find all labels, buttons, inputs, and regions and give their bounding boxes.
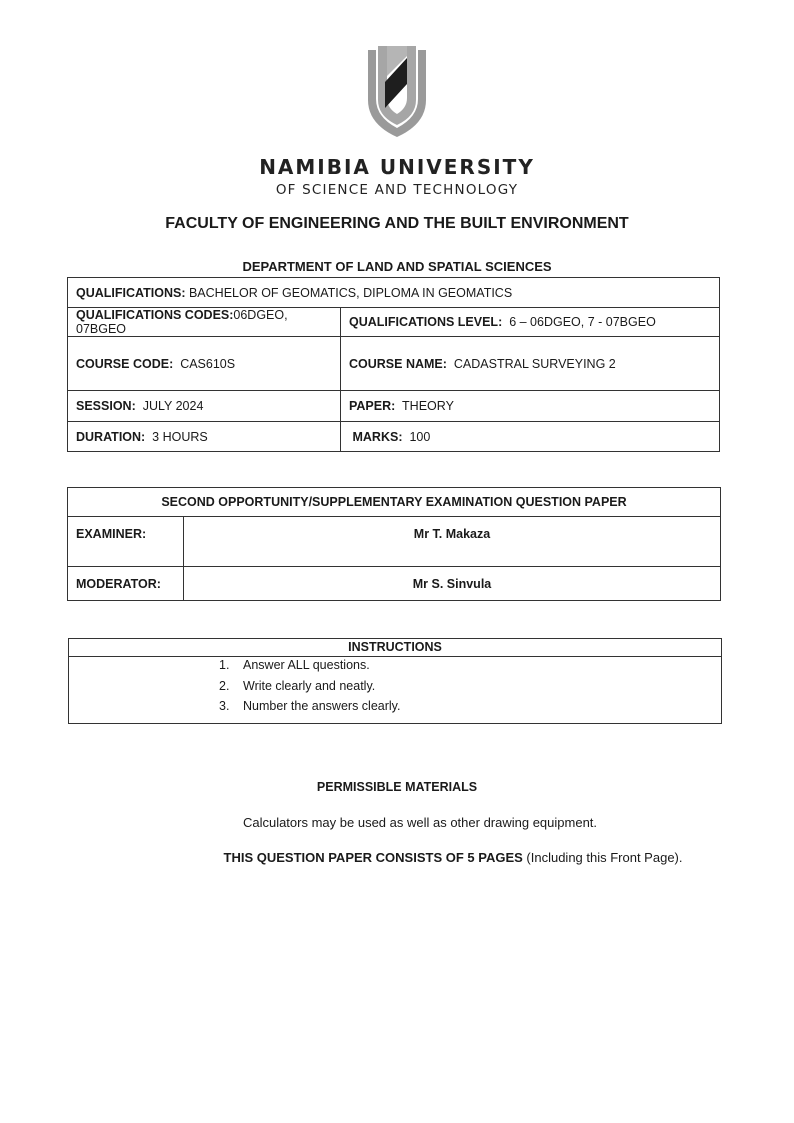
page-count-note [0, 850, 794, 865]
instruction-number: 3. [219, 699, 230, 713]
qualification-codes-cell [68, 308, 341, 337]
instruction-item [219, 679, 375, 693]
instruction-text: Number the answers clearly. [243, 699, 401, 713]
course-name-label: COURSE NAME: [349, 356, 447, 371]
course-name-value: CADASTRAL SURVEYING 2 [453, 356, 616, 371]
session-cell [68, 391, 341, 422]
page-count-bold: THIS QUESTION PAPER CONSISTS OF 5 PAGES [223, 850, 523, 865]
instruction-text: Answer ALL questions. [243, 658, 370, 672]
examiners-table [67, 487, 721, 601]
university-logo [362, 42, 432, 140]
course-name-cell [341, 337, 720, 391]
course-code-value: CAS610S [180, 356, 236, 371]
qualifications-value: BACHELOR OF GEOMATICS, DIPLOMA IN GEOMATICS [188, 285, 513, 300]
duration-value: 3 HOURS [152, 429, 208, 444]
moderator-label: MODERATOR: [68, 567, 184, 601]
moderator-value: Mr S. Sinvula [184, 567, 721, 601]
instructions-title: INSTRUCTIONS [69, 639, 721, 657]
marks-value: 100 [409, 429, 431, 444]
examiner-label: EXAMINER: [68, 517, 184, 567]
instruction-item [219, 658, 370, 672]
department-title: DEPARTMENT OF LAND AND SPATIAL SCIENCES [242, 259, 552, 274]
marks-cell [341, 422, 720, 452]
duration-cell [68, 422, 341, 452]
qualification-codes-value: 06DGEO, 07BGEO [76, 308, 288, 336]
paper-cell [341, 391, 720, 422]
qualification-level-value: 6 – 06DGEO, 7 - 07BGEO [509, 315, 656, 329]
course-code-label: COURSE CODE: [76, 356, 174, 371]
paper-value: THEORY [402, 399, 454, 413]
instruction-text: Write clearly and neatly. [243, 679, 376, 693]
course-code-cell [68, 337, 341, 391]
permissible-materials-text: Calculators may be used as well as other drawing equipment. [242, 815, 598, 830]
instruction-number: 2. [219, 679, 230, 693]
permissible-materials-title: PERMISSIBLE MATERIALS [316, 780, 478, 794]
university-subtitle: OF SCIENCE AND TECHNOLOGY [275, 182, 519, 198]
qualifications-cell [68, 278, 720, 308]
examiner-value: Mr T. Makaza [184, 517, 721, 567]
qualification-level-cell [341, 308, 720, 337]
instruction-number: 1. [219, 658, 230, 672]
qualification-level-label: QUALIFICATIONS LEVEL: [349, 315, 503, 329]
page-count-rest: (Including this Front Page). [522, 850, 683, 865]
session-label: SESSION: [76, 399, 136, 413]
exam-paper-title: SECOND OPPORTUNITY/SUPPLEMENTARY EXAMINATION QUESTION PAPER [68, 488, 721, 517]
course-details-table [67, 277, 720, 452]
qualifications-label: QUALIFICATIONS: [76, 285, 186, 300]
duration-label: DURATION: [76, 429, 146, 444]
faculty-title: FACULTY OF ENGINEERING AND THE BUILT ENVIRONMENT [165, 215, 629, 232]
instructions-box [68, 638, 722, 724]
university-name: NAMIBIA UNIVERSITY [259, 155, 535, 179]
marks-label: MARKS: [352, 429, 403, 444]
instruction-item [219, 699, 400, 713]
paper-label: PAPER: [349, 399, 396, 413]
qualification-codes-label: QUALIFICATIONS CODES: [76, 308, 234, 322]
session-value: JULY 2024 [142, 399, 204, 413]
